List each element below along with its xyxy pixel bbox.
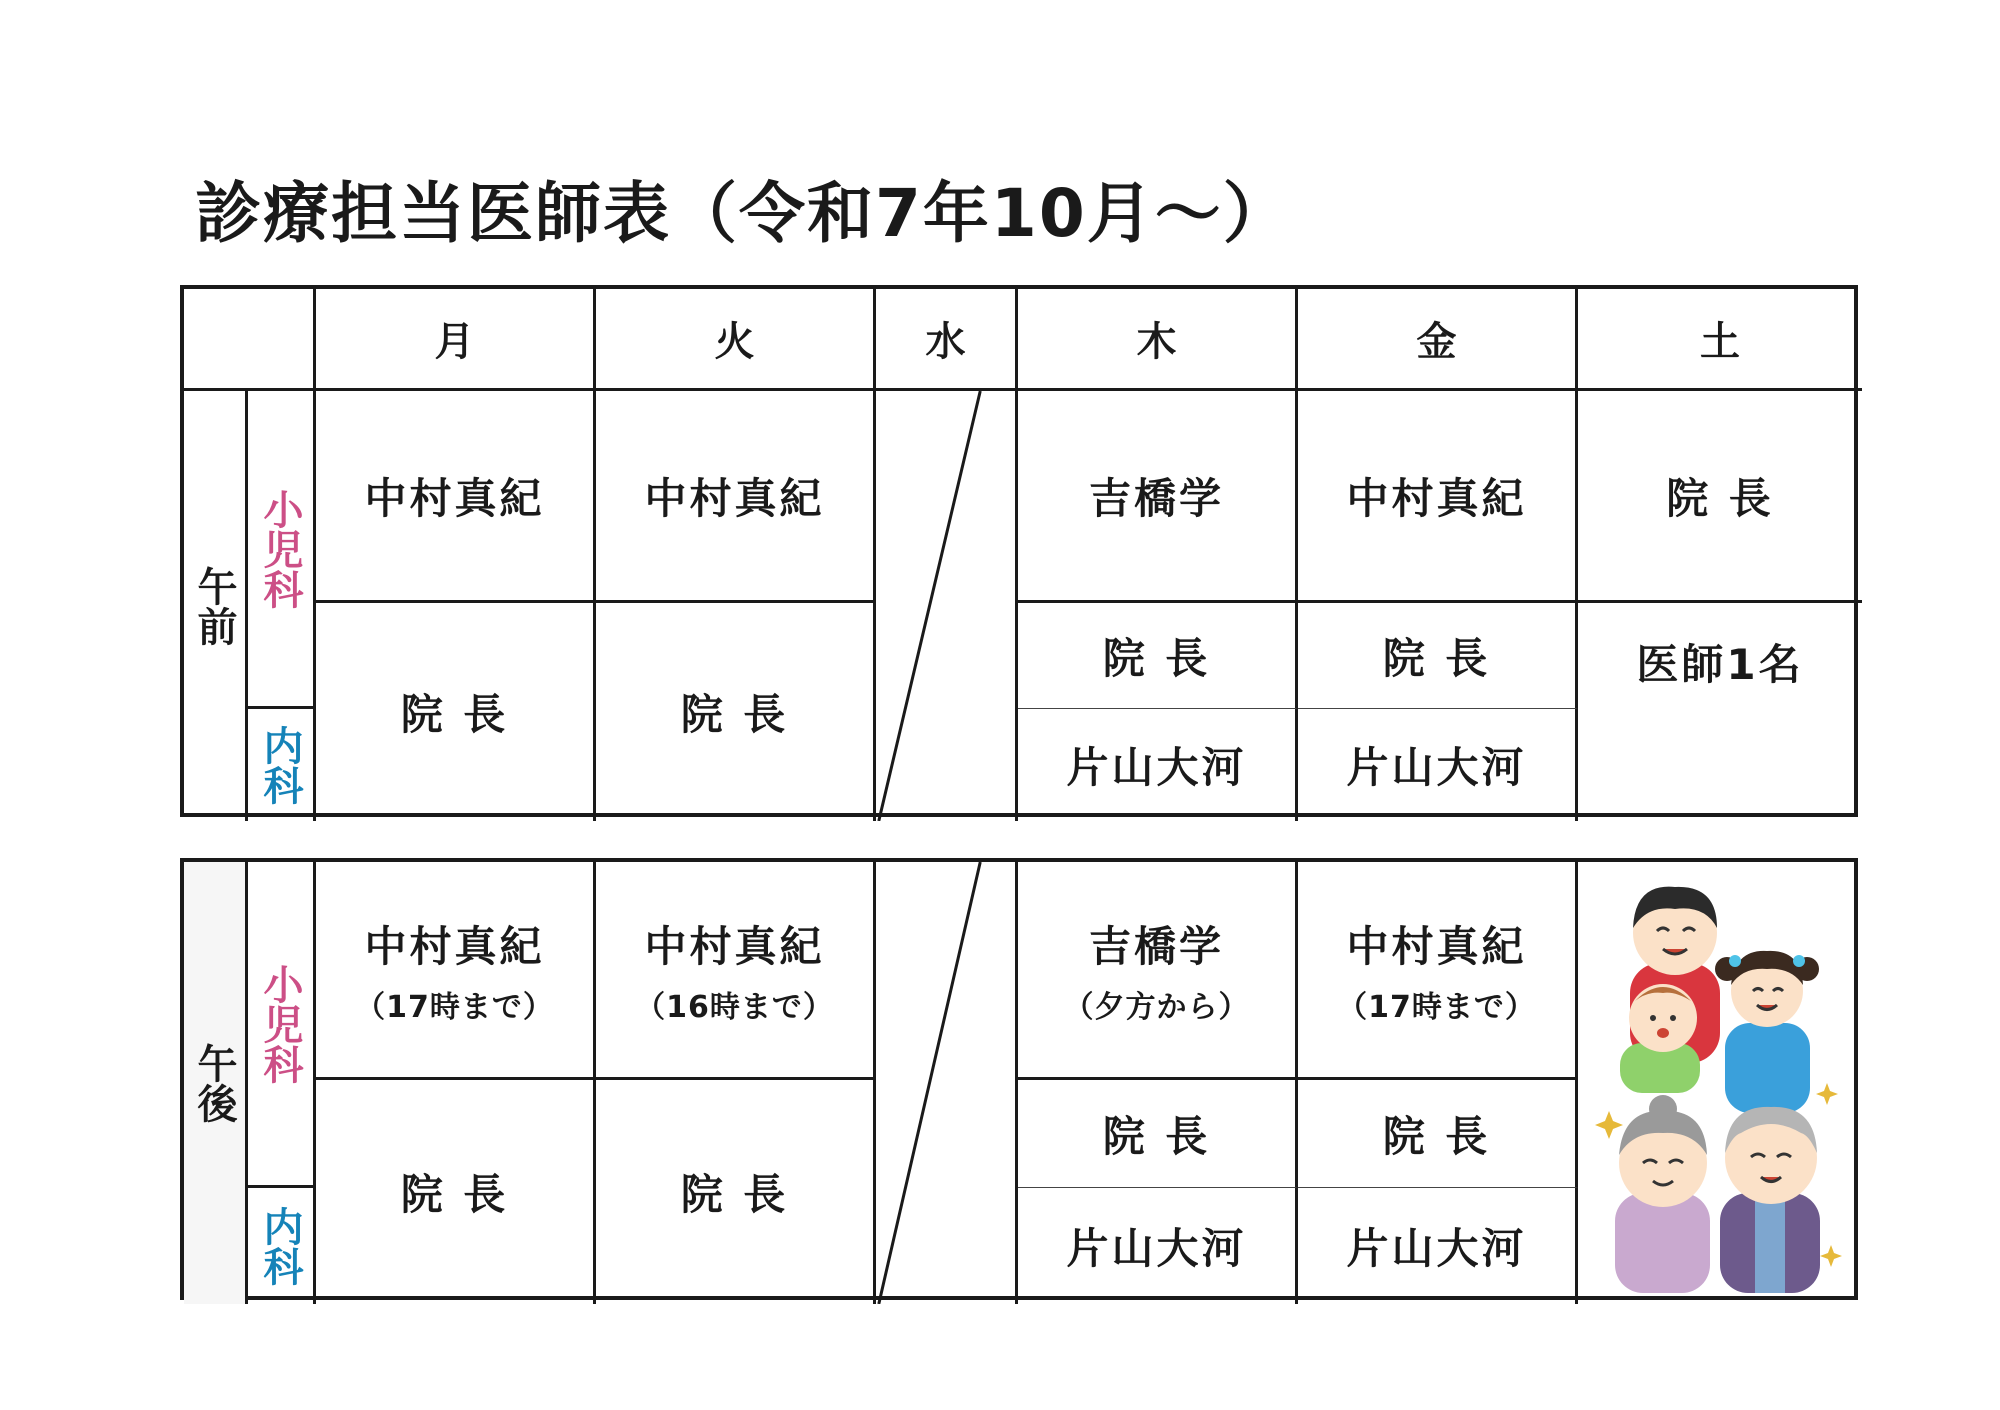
dept-label-internal: 内科 [248,1188,316,1304]
family-illustration-icon [1578,862,1862,1304]
am-pediatrics-fri: 中村真紀 [1298,391,1578,603]
afternoon-schedule-table [180,858,1858,1300]
page-title: 診療担当医師表（令和7年10月～） [195,175,1291,252]
am-internal-tue: 院 長 [596,603,876,821]
am-pediatrics-sat: 院 長 [1578,391,1862,603]
hours-note: （17時まで） [1337,989,1536,1025]
doctor-name: 中村真紀 [364,921,545,971]
hours-note: （16時まで） [635,989,834,1025]
closed-slash-icon [876,391,1015,821]
dept-label-internal: 内科 [248,709,316,821]
pm-internal-thu-2: 片山大河 [1018,1188,1298,1304]
pm-internal-fri-1: 院 長 [1298,1080,1578,1188]
session-label-pm: 午後 [184,862,248,1304]
pm-pediatrics-thu [1018,862,1298,1080]
pm-internal-tue: 院 長 [596,1080,876,1304]
am-pediatrics-thu: 吉橋学 [1018,391,1298,603]
family-illustration [1595,873,1845,1293]
am-internal-sat: 医師1名 [1636,640,1804,689]
morning-schedule-table [180,285,1858,817]
am-internal-fri-1: 院 長 [1298,603,1578,709]
header-day-thu: 木 [1018,289,1298,391]
pm-internal-mon: 院 長 [316,1080,596,1304]
am-internal-mon: 院 長 [316,603,596,821]
header-day-mon: 月 [316,289,596,391]
am-internal-fri-2: 片山大河 [1298,709,1578,821]
pm-pediatrics-fri [1298,862,1578,1080]
pm-internal-fri-2: 片山大河 [1298,1188,1578,1304]
hours-note: （夕方から） [1063,989,1250,1025]
dept-label-pediatrics: 小児科 [248,391,316,709]
am-pediatrics-mon: 中村真紀 [316,391,596,603]
header-day-tue: 火 [596,289,876,391]
pm-internal-thu-1: 院 長 [1018,1080,1298,1188]
doctor-name: 吉橋学 [1088,921,1224,971]
pm-pediatrics-tue [596,862,876,1080]
am-wednesday-closed [876,391,1018,821]
session-label-am: 午前 [184,391,248,821]
header-corner [184,289,316,391]
pm-wednesday-closed [876,862,1018,1304]
header-day-sat: 土 [1578,289,1862,391]
doctor-name: 中村真紀 [1346,921,1527,971]
doctor-name: 中村真紀 [644,921,825,971]
am-internal-thu-2: 片山大河 [1018,709,1298,821]
dept-label-pediatrics: 小児科 [248,862,316,1188]
am-internal-thu-1: 院 長 [1018,603,1298,709]
closed-slash-icon [876,862,1015,1304]
header-day-wed: 水 [876,289,1018,391]
am-pediatrics-tue: 中村真紀 [596,391,876,603]
hours-note: （17時まで） [355,989,554,1025]
header-day-fri: 金 [1298,289,1578,391]
pm-pediatrics-mon [316,862,596,1080]
